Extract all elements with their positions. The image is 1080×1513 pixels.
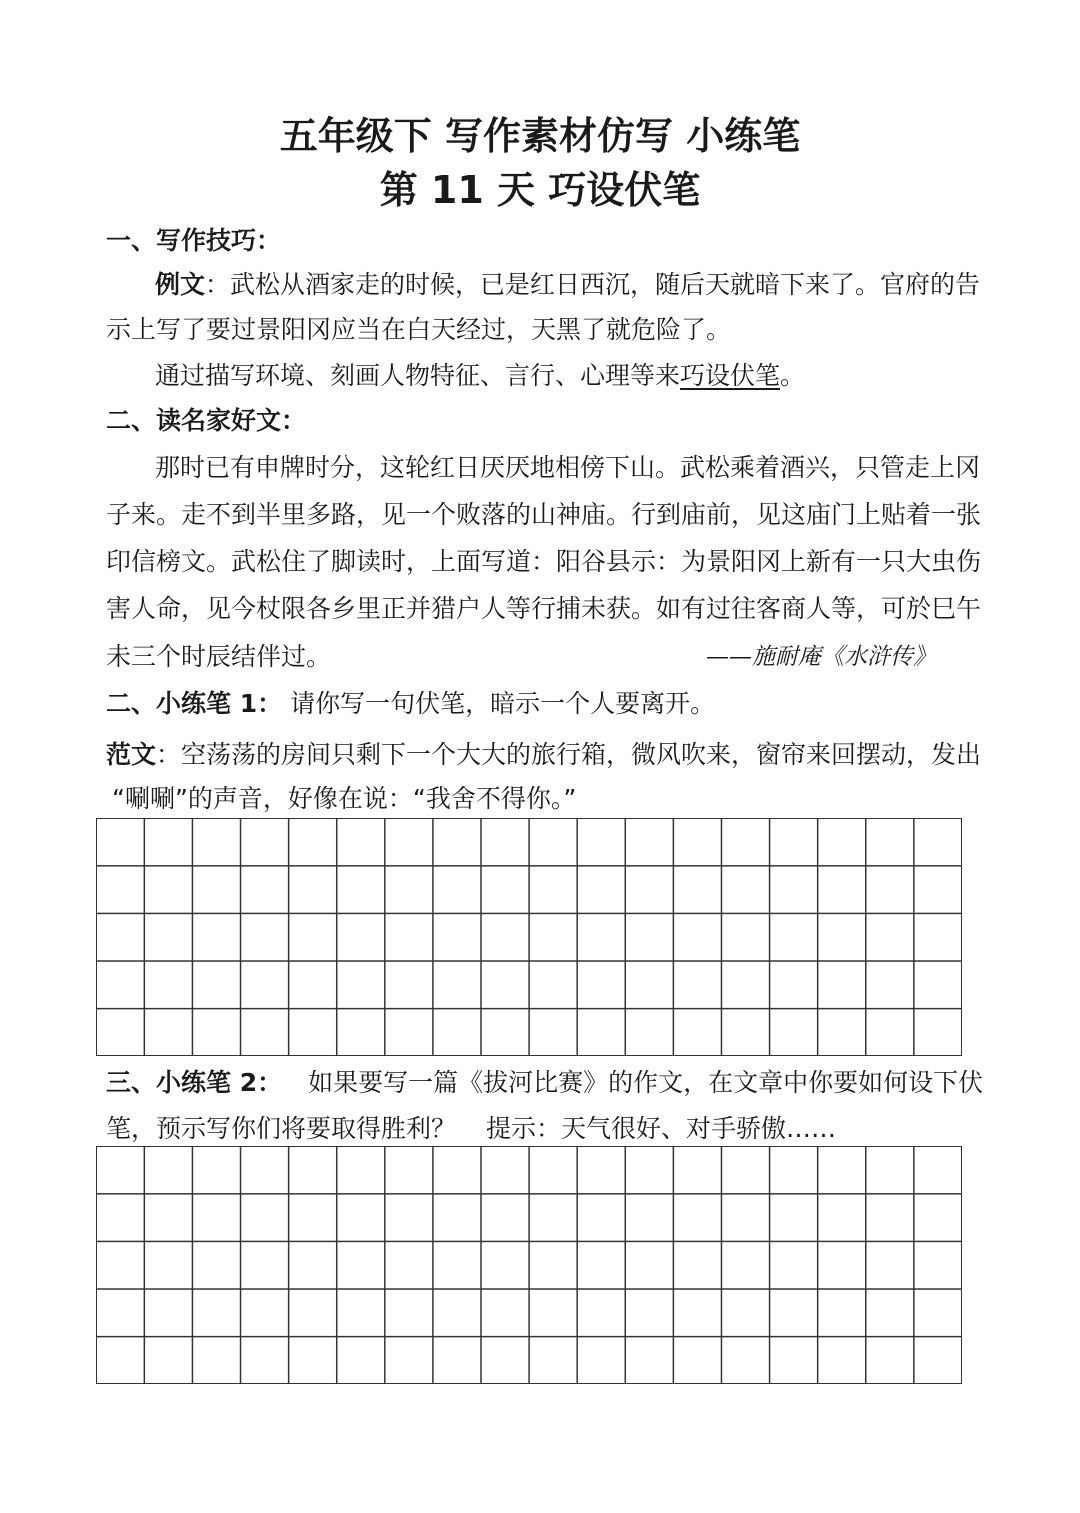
sample-label: 范文 [106,740,157,769]
writing-grid-1[interactable] [96,818,962,1056]
passage-line-1: 那时已有申牌时分，这轮红日厌厌地相傍下山。武松乘着酒兴，只管走上冈 [155,453,981,482]
method-line [155,361,976,391]
method-emphasis: 巧设伏笔 [680,361,781,390]
exercise1-heading: 二、小练笔 1： [106,689,283,718]
sample-line-1 [106,740,982,770]
passage-line-4: 害人命，见今杖限各乡里正并猎户人等行捕未获。如有过往客商人等，可於巳午 [106,594,982,623]
example-line-1 [155,270,981,300]
section1-heading: 一、写作技巧： [106,226,282,255]
example-label: 例文 [155,270,206,299]
sample-line-2: “唰唰”的声音，好像在说：“我舍不得你。” [112,784,577,813]
exercise2-line-1 [106,1068,984,1098]
passage-attribution: ——施耐庵《水浒传》 [706,644,936,670]
exercise1-line [106,689,976,719]
exercise2-hint: 提示：天气很好、对手骄傲…… [485,1114,836,1143]
method-text: 通过描写环境、刻画人物特征、言行、心理等来 [155,361,681,390]
passage-line-3: 印信榜文。武松住了脚读时，上面写道：阳谷县示：为景阳冈上新有一只大虫伤 [106,547,982,576]
exercise2-prompt-1: 如果要写一篇《拔河比赛》的作文，在文章中你要如何设下伏 [308,1068,984,1097]
passage-line-5: 未三个时辰结伴过。 [106,642,332,671]
example-text-1: ：武松从酒家走的时候，已是红日西沉，随后天就暗下来了。官府的告 [205,270,981,299]
exercise1-prompt: 请你写一句伏笔，暗示一个人要离开。 [290,689,716,718]
sample-text-1: ：空荡荡的房间只剩下一个大大的旅行箱，微风吹来，窗帘来回摆动，发出 [156,740,982,769]
writing-grid-2[interactable] [96,1146,962,1384]
example-line-2: 示上写了要过景阳冈应当在白天经过，天黑了就危险了。 [106,315,732,344]
passage-line-2: 子来。走不到半里多路，见一个败落的山神庙。行到庙前，见这庙门上贴着一张 [106,500,982,529]
page-subtitle: 第 11 天 巧设伏笔 [379,168,701,212]
exercise2-line-2 [106,1114,976,1144]
exercise2-prompt-2: 笔，预示写你们将要取得胜利？ [106,1114,457,1143]
page-title: 五年级下 写作素材仿写 小练笔 [279,114,801,158]
method-end: 。 [780,361,806,390]
section2-heading: 二、读名家好文： [106,406,307,435]
exercise2-heading: 三、小练笔 2： [106,1068,283,1097]
